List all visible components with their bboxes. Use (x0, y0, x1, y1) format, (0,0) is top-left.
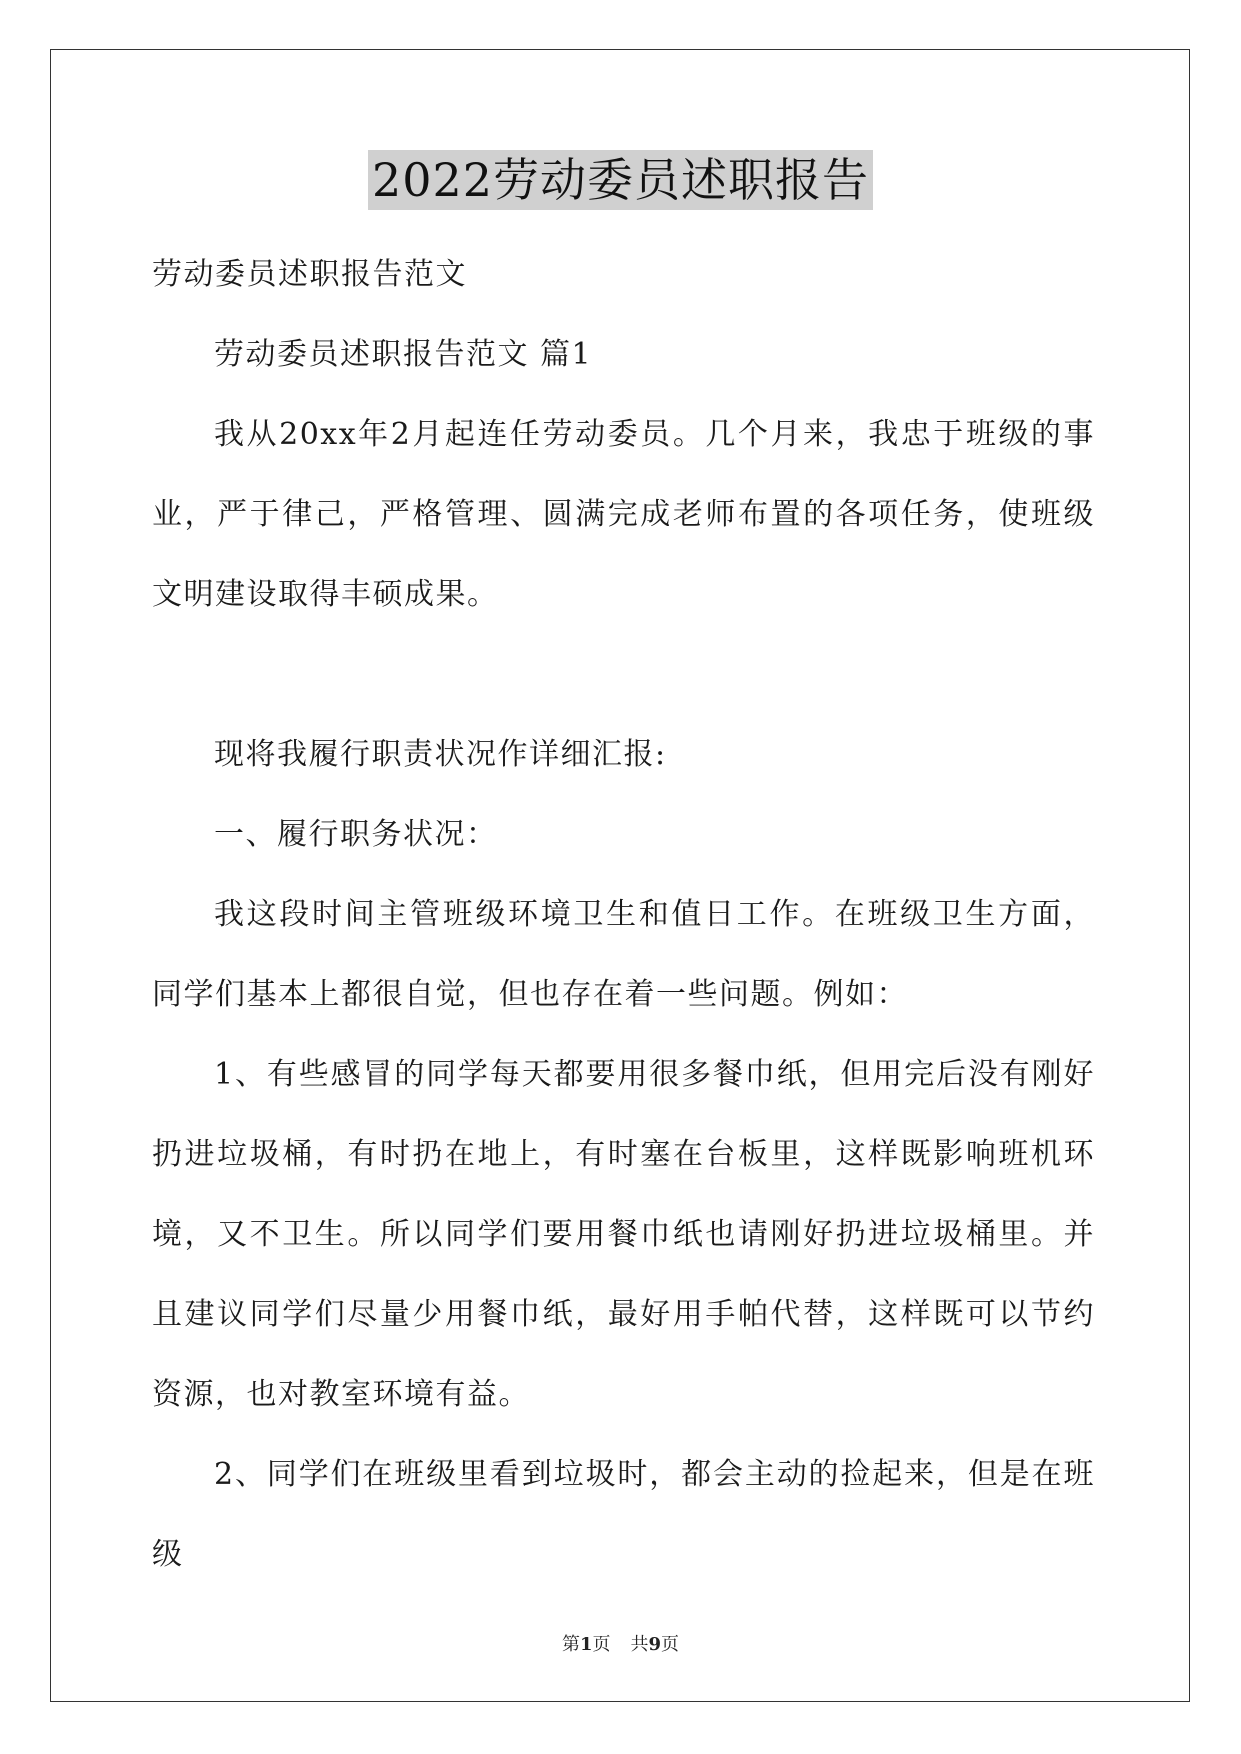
paragraph: 我从20xx年2月起连任劳动委员。几个月来，我忠于班级的事业，严于律己，严格管理、圆满完成老师布置的各项任务，使班级文明建设取得丰硕成果。 (152, 417, 1095, 612)
paragraph: 2、同学们在班级里看到垃圾时，都会主动的捡起来，但是在班级 (152, 1457, 1095, 1572)
page-prefix: 第 (561, 1634, 580, 1655)
title-container (0, 150, 1241, 210)
page-footer (0, 1630, 1241, 1656)
paragraph: 1、有些感冒的同学每天都要用很多餐巾纸，但用完后没有刚好扔进垃圾桶，有时扔在地上，有时塞在台板里，这样既影响班机环境，又不卫生。所以同学们要用餐巾纸也请刚好扔进垃圾桶里。并且建议同学们尽量少用餐巾纸，最好用手帕代替，这样既可以节约资源，也对教室环境有益。 (152, 1057, 1095, 1412)
paragraph: 我这段时间主管班级环境卫生和值日工作。在班级卫生方面，同学们基本上都很自觉，但也存在着一些问题。例如： (152, 897, 1095, 1012)
paragraph: 劳动委员述职报告范文 篇1 (214, 337, 593, 372)
page-total: 9 (648, 1634, 662, 1655)
paragraph: 一、履行职务状况： (214, 817, 498, 852)
paragraph: 劳动委员述职报告范文 (152, 257, 467, 292)
total-suffix: 页 (661, 1634, 680, 1655)
page-suffix: 页 (592, 1634, 611, 1655)
document-body (152, 235, 1095, 1595)
paragraph: 现将我履行职责状况作详细汇报: (214, 737, 667, 772)
page-current: 1 (579, 1634, 593, 1655)
total-prefix: 共 (630, 1634, 649, 1655)
blank-line (152, 635, 1095, 715)
document-title: 2022劳动委员述职报告 (368, 150, 873, 210)
